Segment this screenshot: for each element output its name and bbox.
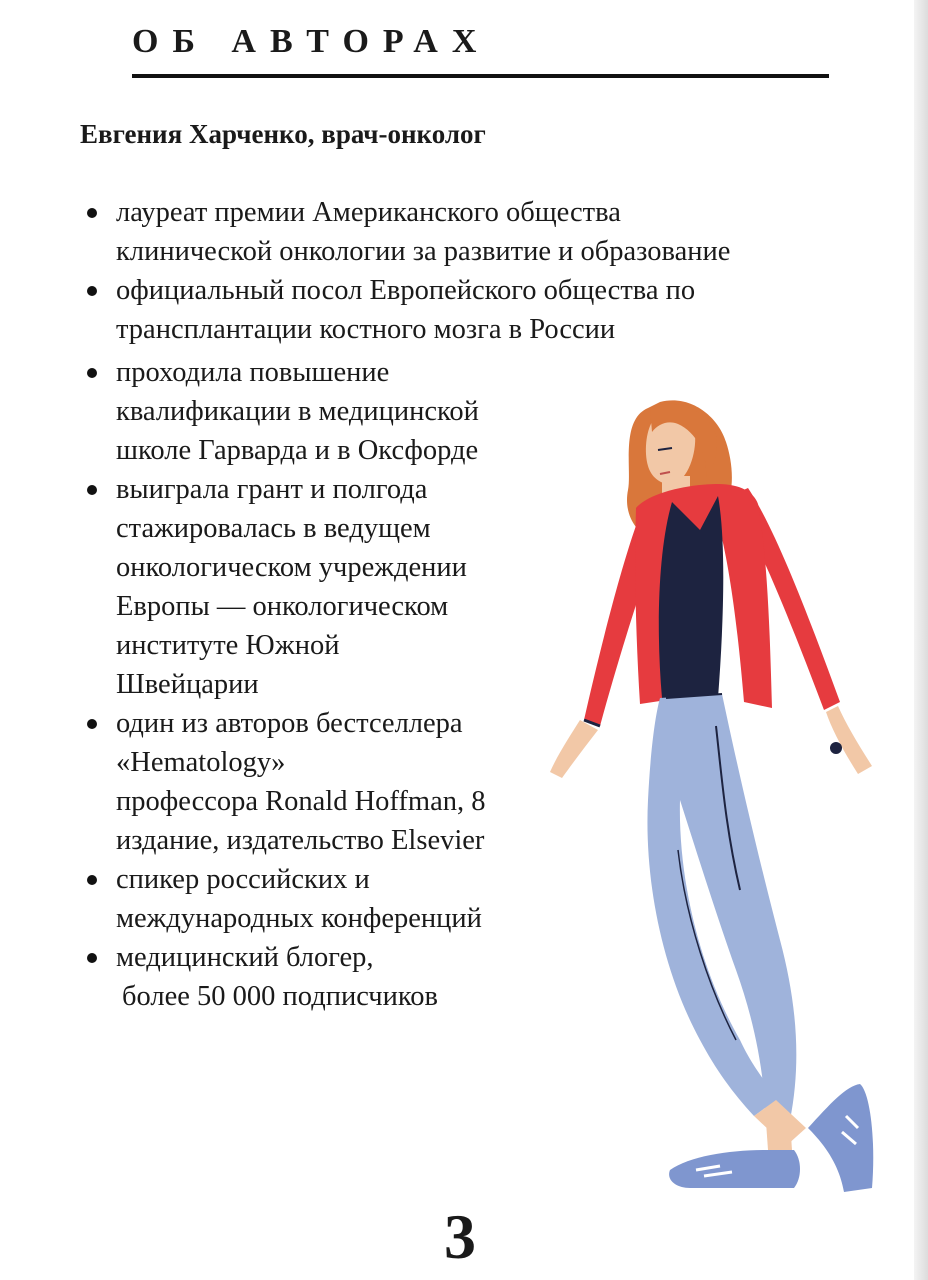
page-edge-shadow — [914, 0, 928, 1280]
list-item-line: Швейцарии — [116, 669, 259, 700]
list-item-line: международных конференций — [116, 903, 482, 934]
list-item-line: институте Южной — [116, 630, 340, 661]
list-item-line: «Hematology» — [116, 747, 286, 778]
list-item — [82, 193, 730, 271]
list-item-line: официальный посол Европейского общества по — [116, 275, 696, 306]
list-item-line: медицинский блогер, — [116, 942, 374, 973]
list-item-line: более 50 000 подписчиков — [122, 981, 438, 1012]
author-name: Евгения Харченко, врач-онколог — [80, 119, 486, 149]
shirt-icon — [659, 496, 723, 698]
bullet-icon — [87, 485, 97, 495]
list-item-line: проходила повышение — [116, 357, 390, 388]
right-shoe-icon — [808, 1084, 873, 1192]
left-shoe-icon — [669, 1150, 800, 1188]
list-item-line: онкологическом учреждении — [116, 552, 467, 583]
list-item — [82, 271, 730, 349]
list-item-line: выиграла грант и полгода — [116, 474, 428, 505]
bullet-icon — [87, 208, 97, 218]
bullet-icon — [87, 875, 97, 885]
jeans-icon — [647, 694, 796, 1122]
bullet-icon — [87, 286, 97, 296]
title-underline — [132, 74, 829, 78]
bullet-icon — [87, 719, 97, 729]
section-title: ОБ АВТОРАХ — [132, 23, 491, 60]
bullet-icon — [87, 953, 97, 963]
woman-walking-illustration — [540, 380, 890, 1200]
list-item-line: квалификации в медицинской — [116, 396, 479, 427]
bullet-icon — [87, 368, 97, 378]
page-number: 3 — [444, 1201, 476, 1272]
list-item-line: школе Гарварда и в Оксфорде — [116, 435, 479, 466]
list-item-line: стажировалась в ведущем — [116, 513, 431, 544]
list-item-line: один из авторов бестселлера — [116, 708, 463, 739]
list-item-line: лауреат премии Американского общества — [116, 197, 621, 228]
list-item-line: трансплантации костного мозга в России — [116, 314, 616, 345]
list-item-line: издание, издательство Elsevier — [116, 825, 485, 856]
list-item-line: спикер российских и — [116, 864, 370, 895]
list-item-line: клинической онкологии за развитие и образование — [116, 236, 731, 267]
list-item-line: профессора Ronald Hoffman, 8 — [116, 786, 486, 817]
watch-icon — [830, 742, 842, 754]
list-item-line: Европы — онкологическом — [116, 591, 449, 622]
